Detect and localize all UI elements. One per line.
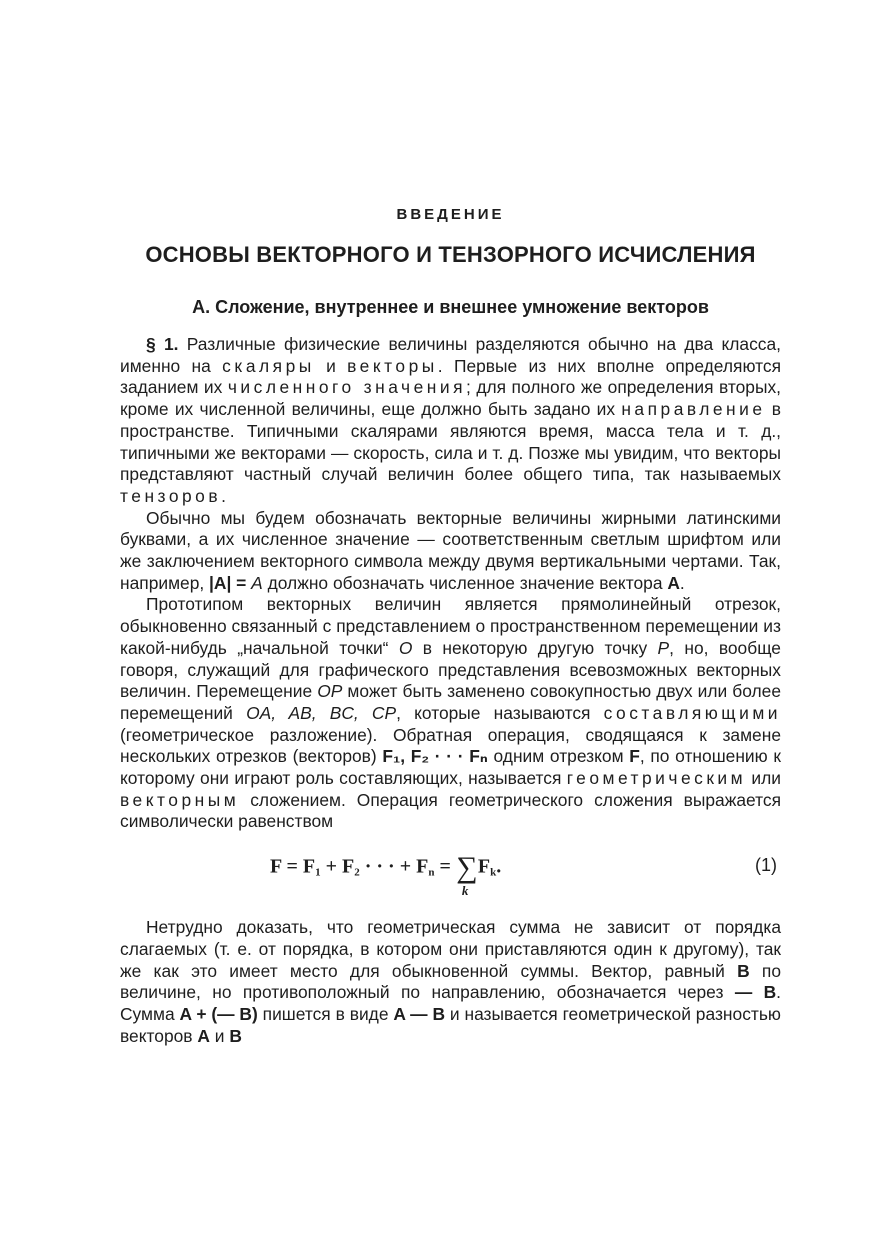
section-title: А. Сложение, внутреннее и внешнее умножение векторов [192,297,709,317]
p1-text-1: Различные физические величины разделяются обычно на два класса, именно на [120,334,781,376]
p3-point-p: P [657,637,670,658]
p3-vector-f: F [629,746,640,767]
p4-text-4: пишется в виде [257,1003,394,1024]
equation-body [270,851,502,899]
paragraph-1 [120,334,781,508]
p1-text-6: . [221,485,226,506]
sum-sign [456,851,478,899]
p1-text-4: ; для полного же определения вторых, кроме их численной величины, еще должно быть задано их [120,377,782,420]
p3-text-1: Прототипом векторных величин является прямолинейный отрезок, обыкновенно связанный с представлением о пространственном перемещении из какой-нибудь „начальной точки“ [120,594,781,658]
term-direction: направление [621,399,766,420]
p3-segment-op: OP [317,681,343,702]
p1-text-2: и [314,355,348,376]
p4-sum-a-neg-b: A + (— B) [179,1003,258,1024]
p2-formula-a: A [251,572,263,593]
eq-sub-k: k [490,866,497,879]
eq-rhs: F [477,855,491,878]
equation-number: (1) [755,855,777,876]
eq-dots-fn: · · · + F [359,855,429,878]
term-geometric: геометрическим [566,768,747,789]
p4-vec-a: A [197,1025,210,1046]
chapter-title: ОСНОВЫ ВЕКТОРНОГО И ТЕНЗОРНОГО ИСЧИСЛЕНИЯ [145,242,756,267]
p1-text-3: . Первые из них вполне определяются заданием их [120,355,781,398]
sum-index: k [461,883,469,899]
term-components: составляющими [603,702,781,723]
p3-text-9: или [746,768,781,789]
text-column [120,206,781,1047]
p4-text-2: по величине, но противоположный по направлению, обозначается через [120,960,781,1003]
p3-text-10: сложением. Операция геометрического сложения выражается символически равенством [120,789,781,832]
p4-text-6: и [209,1025,230,1046]
paragraph-4 [120,917,781,1047]
p4-text-3: . Сумма [120,982,781,1024]
term-vectors: векторы [347,355,438,376]
p3-vectors-f: F₁, F₂ · · · Fₙ [382,746,488,767]
term-numeric-value: численного значения [227,377,466,398]
p3-text-5: , которые называются [396,702,604,723]
p3-text-3: , но, вообще говоря, служащий для графического представления всевозможных векторных величин. Перемещение [120,637,781,702]
eq-lhs: F = F [270,855,316,878]
p3-segments: OA, AB, BC, CP [246,702,397,723]
p2-vector-a: A [667,572,680,593]
p3-text-8: , по отношению к которому они играют роль составляющих, называется [120,746,781,789]
p3-point-o: O [398,637,413,658]
section-number: § 1. [146,334,179,354]
term-tensors: тензоров [120,485,222,506]
term-scalars: скаляры [222,355,315,376]
p4-text-1: Нетрудно доказать, что геометрическая сумма не зависит от порядка слагаемых (т. е. от порядка, в котором они приставляются один к другому), так же как это имеет место для обыкновенной суммы. Вектор, равный [120,917,781,981]
eq-equals: = [434,855,456,878]
p3-text-7: одним отрезком [487,746,630,767]
p2-formula-abs: |A| = [209,572,252,593]
p4-vec-b: B [229,1025,242,1046]
term-vector-addition: векторным [120,789,240,810]
eq-plus-f2: + F [320,855,355,878]
equation-1 [120,841,781,905]
p2-text-2: должно обозначать численное значение вектора [262,572,668,593]
eq-sub-n: n [428,866,435,879]
eq-period: . [496,855,502,878]
p4-vector-b: B [737,960,750,981]
p4-text-5: и называется геометрической разностью векторов [120,1003,781,1046]
chapter-label: ВВЕДЕНИЕ [396,206,505,223]
eq-sub-1: 1 [315,866,321,879]
p2-text-1: Обычно мы будем обозначать векторные величины жирными латинскими буквами, а их численное значение — соответственным светлым шрифтом или же заключением векторного символа между двумя вертикальными чертами. Так, например, [120,507,781,593]
p3-text-2: в некоторую другую точку [412,637,658,658]
p2-text-3: . [679,572,685,593]
eq-sub-2: 2 [354,866,360,879]
paragraph-3 [120,594,781,833]
p4-neg-b: — B [734,982,777,1003]
p4-a-minus-b: A — B [393,1003,445,1024]
p3-text-6: (геометрическое разложение). Обратная операция, сводящаяся к замене нескольких отрезков (векторов) [120,724,781,767]
p3-text-4: может быть заменено совокупностью двух или более перемещений [120,681,782,723]
paragraph-2 [120,508,781,595]
sigma-symbol: ∑ [456,851,478,885]
p1-text-5: в пространстве. Типичными скалярами являются время, масса тела и т. д., типичными же векторами — скорость, сила и т. д. Позже мы увидим, что векторы представляют частный случай величин более общего типа, так называемых [120,399,781,485]
